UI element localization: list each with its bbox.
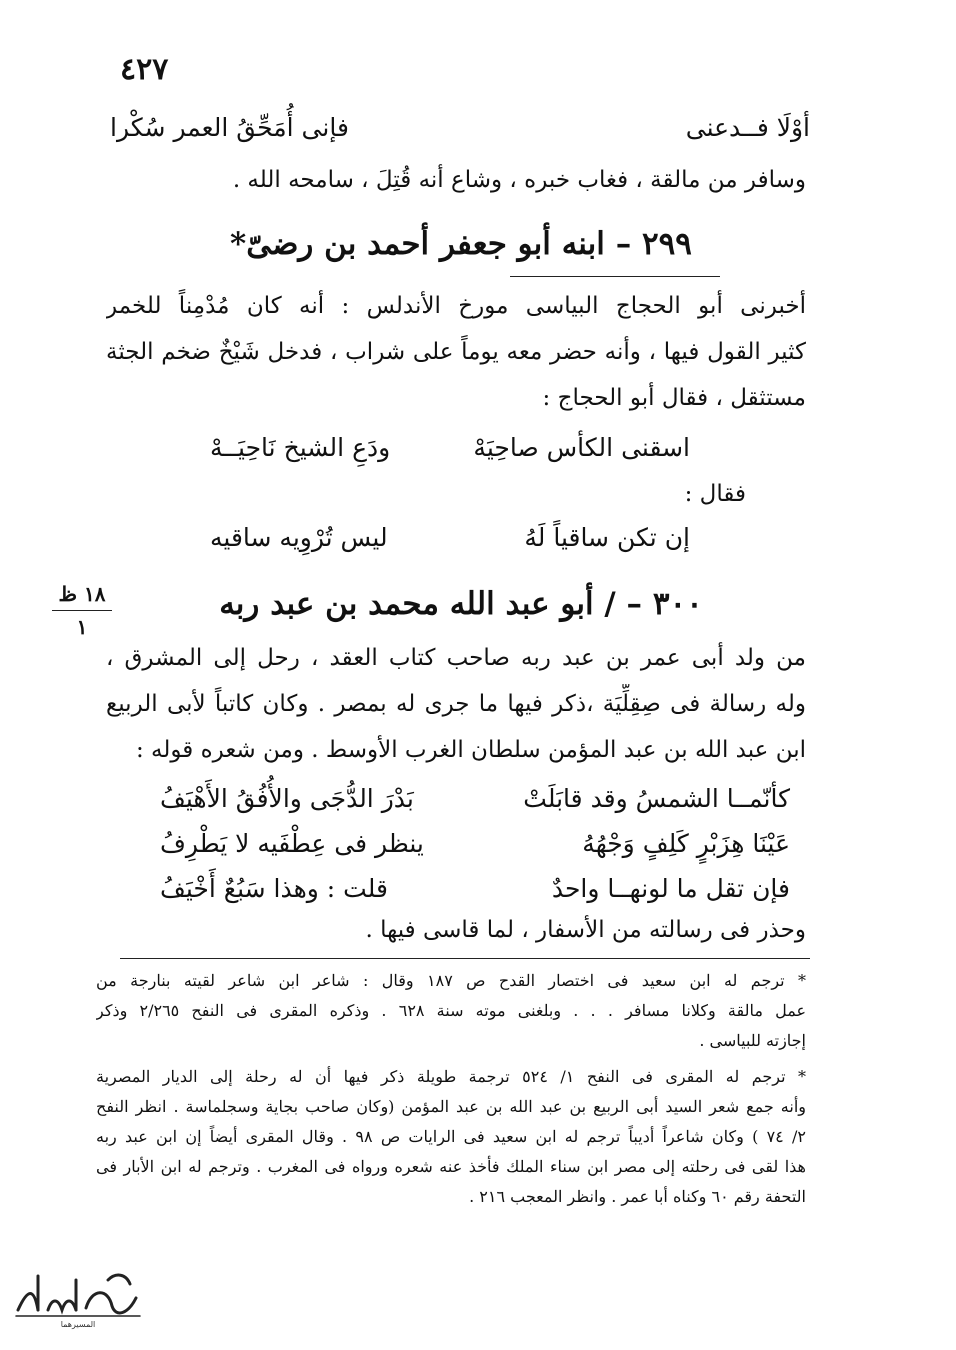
footnote-separator [120, 958, 810, 959]
footnote-line: عمل مالقة وكلانا مسافر . . . وبلغنى موته سنة ٦٢٨ . وذكره المقرى فى النفح ٢/٢٦٥ وذكر [96, 1001, 806, 1020]
verse-hemistich: عَيْنَا هِزَبْرٍ كَلِفٍ وَجْهُهُ [582, 828, 790, 858]
text-line: وله رسالة فى صِقِلِّيَة ،ذكر فيها ما جرى له بمصر . وكان كاتباً لأبى الربيع [106, 691, 806, 717]
verse-line [160, 778, 790, 818]
verse-hemistich: ليس تُرْوِيه ساقيه [210, 522, 388, 552]
footnote-line: ٢/ ٧٤ ) وكان شاعراً أديباً ترجم له ابن سعيد فى الرايات ص ٩٨ . وقال المقرى أيضاً إن ابن عبد ربه [96, 1127, 806, 1146]
opening-verse [110, 107, 810, 147]
text-line: كثير القول فيها ، وأنه حضر معه يوماً على شراب ، فدخل شَيْخٌ ضخم الجثة [106, 339, 806, 365]
verse-line [210, 517, 690, 557]
folio-margin-note [52, 580, 112, 641]
verse-hemistich: إن تكن ساقياً لَهُ [524, 522, 690, 552]
text-line: وسافر من مالقة ، فغاب خبره ، وشاع أنه قُتِلَ ، سامحه الله . [232, 167, 806, 193]
verse-line [160, 823, 790, 863]
text-line: وحذر فى رسالته من الأسفار ، لما قاسى فيها . [365, 917, 806, 943]
verse-hemistich: فإنى أُمَحِّقُ العمر سُكْرا [110, 112, 349, 142]
footnote-line: هذا لقى فى رحلته إلى مصر ابن سناء الملك فأخذ عنه شعره ورواه فى المغرب . وترجم له ابن الأبار فى [96, 1157, 806, 1176]
entry-heading-299: ٢٩٩ – ابنه أبو جعفر أحمد بن رضىّ* [230, 226, 692, 262]
verse-hemistich: ينظر فى عِطْفَيه لا يَطْرِفُ [160, 828, 424, 858]
verse-hemistich: فإن تقل ما لونهــا واحدٌ [551, 873, 790, 903]
verse-hemistich: بَدْرَ الدُّجَى والأُفُقُ الأَهْيَفُ [160, 783, 414, 813]
entry-heading-300: ٣٠٠ – / أبو عبد الله محمد بن عبد ربه [219, 586, 703, 622]
footnote-line: التحفة رقم ٦٠ وكناه أبا عمر . وانظر المعجب ٢١٦ . [469, 1187, 806, 1206]
stamp-caption: المسيرهما [60, 1320, 96, 1329]
verse-hemistich: ودَعِ الشيخ نَاحِيَــهْ [210, 432, 391, 462]
footnote-line: إجازته للبياسى . [699, 1031, 806, 1050]
text-line: مستثقل ، فقال أبو الحجاج : [542, 385, 806, 411]
footnote-line: وأنه جمع شعر السيد أبى الربيع بن عبد الله بن عبد المؤمن (وكان صاحب بجاية وسجلماسة . انظر النفح [96, 1097, 806, 1116]
folio-divider [52, 610, 112, 611]
verse-hemistich: أوْلَا فــدعنى [685, 112, 810, 142]
verse-line [210, 427, 690, 467]
folio-number: ١٨ ظ [58, 582, 106, 606]
text-line: أخبرنى أبو الحجاج البياسى مورخ الأندلس : أنه كان مُدْمِناً للخمر [106, 293, 806, 319]
verse-hemistich: كأنّمــا الشمسُ وقد قابَلَتْ [523, 783, 790, 813]
verse-hemistich: قلت : وهذا سَبُعٌ أَخْيَفُ [160, 873, 388, 903]
text-line: ابن عبد الله بن عبد المؤمن سلطان الغرب الأوسط . ومن شعره قوله : [136, 737, 806, 763]
library-stamp-logo [8, 1258, 148, 1330]
verse-hemistich: اسقنى الكأس صاحِيَهْ [473, 432, 690, 462]
text-line: فقال : [684, 481, 746, 507]
text-line: من ولد أبى عمر بن عبد ربه صاحب كتاب العقد ، رحل إلى المشرق ، [106, 645, 806, 671]
footnote-line: * ترجم له المقرى فى النفح ١/ ٥٢٤ ترجمة طويلة ذكر فيها أن له رحلة إلى الديار المصرية [96, 1067, 806, 1086]
folio-side: ١ [76, 615, 88, 639]
page-number: ٤٢٧ [120, 52, 169, 87]
heading-underline [510, 276, 720, 277]
verse-line [160, 868, 790, 908]
footnote-line: * ترجم له ابن سعيد فى اختصار القدح ص ١٨٧ وقال : شاعر ابن شاعر لقيته بنارجة من [96, 971, 806, 990]
